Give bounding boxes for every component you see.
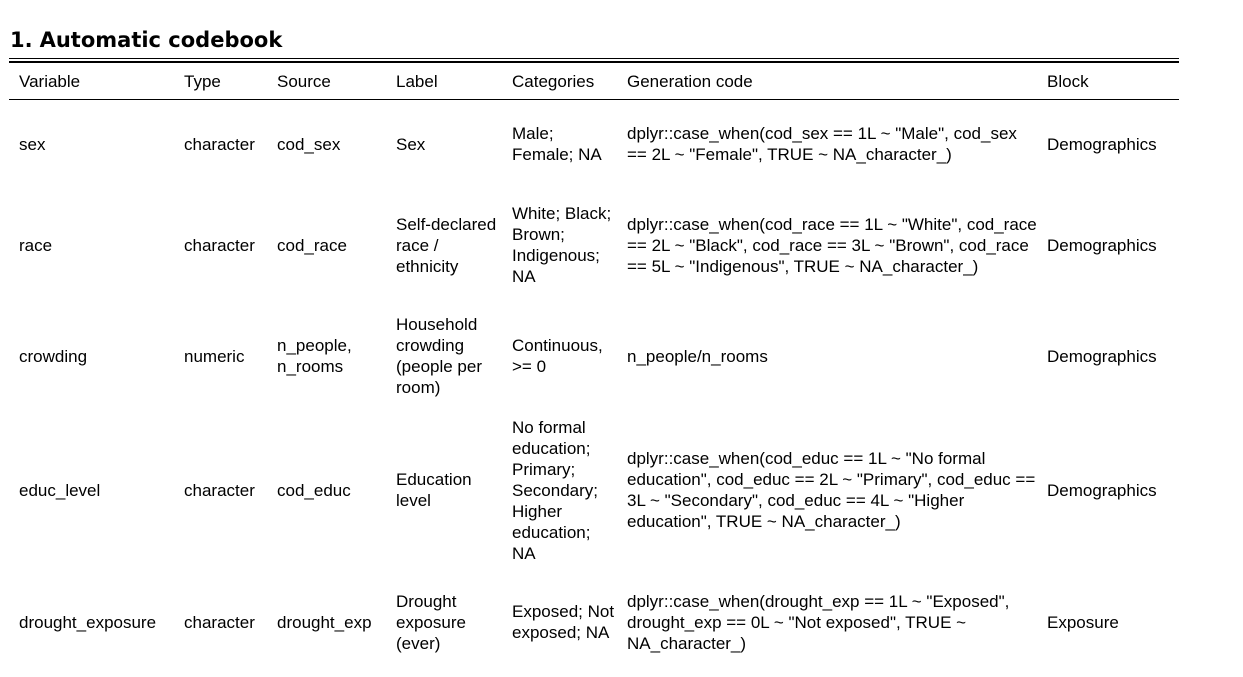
cell-type: character — [184, 612, 255, 632]
column-header-label: Label — [396, 71, 438, 91]
cell-source: cod_educ — [277, 480, 351, 500]
column-header-categories: Categories — [512, 71, 595, 91]
cell-source: cod_sex — [277, 134, 341, 154]
cell-categories: No formal education; Primary; Secondary; Higher education; NA — [512, 417, 598, 563]
cell-generation-code: dplyr::case_when(cod_educ == 1L ~ "No formal education", cod_educ == 2L ~ "Primary", cod_educ == 3L ~ "Secondary", cod_educ == 4L ~ "Higher education", TRUE ~ NA_character_) — [627, 449, 1036, 531]
cell-variable: crowding — [19, 346, 88, 366]
table-row — [9, 301, 1179, 411]
table-row — [9, 411, 1179, 569]
section-heading — [10, 27, 282, 53]
header-row — [9, 63, 1179, 99]
column-header-source: Source — [277, 71, 331, 91]
section-number: 1. — [10, 28, 33, 52]
cell-block: Demographics — [1047, 346, 1157, 366]
cell-type: character — [184, 480, 255, 500]
top-rule-thin — [9, 58, 1179, 59]
cell-generation-code: dplyr::case_when(drought_exp == 1L ~ "Exposed", drought_exp == 0L ~ "Not exposed", TRUE ~ NA_character_) — [627, 591, 1010, 653]
cell-label: Household crowding (people per room) — [396, 315, 483, 397]
codebook-table — [9, 63, 1179, 675]
cell-block: Demographics — [1047, 480, 1157, 500]
cell-categories: Male; Female; NA — [512, 124, 602, 164]
cell-label: Drought exposure (ever) — [396, 591, 466, 653]
cell-source: n_people, n_rooms — [277, 336, 352, 376]
cell-variable: race — [19, 235, 53, 255]
cell-generation-code: n_people/n_rooms — [627, 346, 768, 366]
table-row — [9, 569, 1179, 675]
cell-block: Exposure — [1047, 612, 1119, 632]
cell-variable: drought_exposure — [19, 612, 157, 632]
column-header-type: Type — [184, 71, 221, 91]
column-header-variable: Variable — [19, 71, 81, 91]
cell-source: cod_race — [277, 235, 347, 255]
cell-variable: educ_level — [19, 480, 101, 500]
cell-type: character — [184, 134, 255, 154]
cell-label: Sex — [396, 134, 426, 154]
cell-block: Demographics — [1047, 134, 1157, 154]
cell-type: numeric — [184, 346, 245, 366]
table-row — [9, 189, 1179, 301]
column-header-block: Block — [1047, 71, 1089, 91]
cell-label: Self-declared race / ethnicity — [396, 214, 497, 276]
cell-categories: White; Black; Brown; Indigenous; NA — [512, 204, 612, 286]
column-header-generation-code: Generation code — [627, 71, 753, 91]
table-row — [9, 99, 1179, 189]
cell-categories: Continuous, >= 0 — [512, 336, 603, 376]
cell-generation-code: dplyr::case_when(cod_race == 1L ~ "White", cod_race == 2L ~ "Black", cod_race == 3L ~ "Brown", cod_race == 5L ~ "Indigenous", TRUE ~ NA_character_) — [627, 214, 1037, 276]
cell-generation-code: dplyr::case_when(cod_sex == 1L ~ "Male", cod_sex == 2L ~ "Female", TRUE ~ NA_character_) — [627, 124, 1017, 164]
cell-type: character — [184, 235, 255, 255]
cell-variable: sex — [19, 134, 46, 154]
cell-block: Demographics — [1047, 235, 1157, 255]
cell-label: Education level — [396, 470, 472, 510]
section-title: Automatic codebook — [39, 28, 283, 52]
cell-categories: Exposed; Not exposed; NA — [512, 602, 615, 642]
cell-source: drought_exp — [277, 612, 372, 632]
